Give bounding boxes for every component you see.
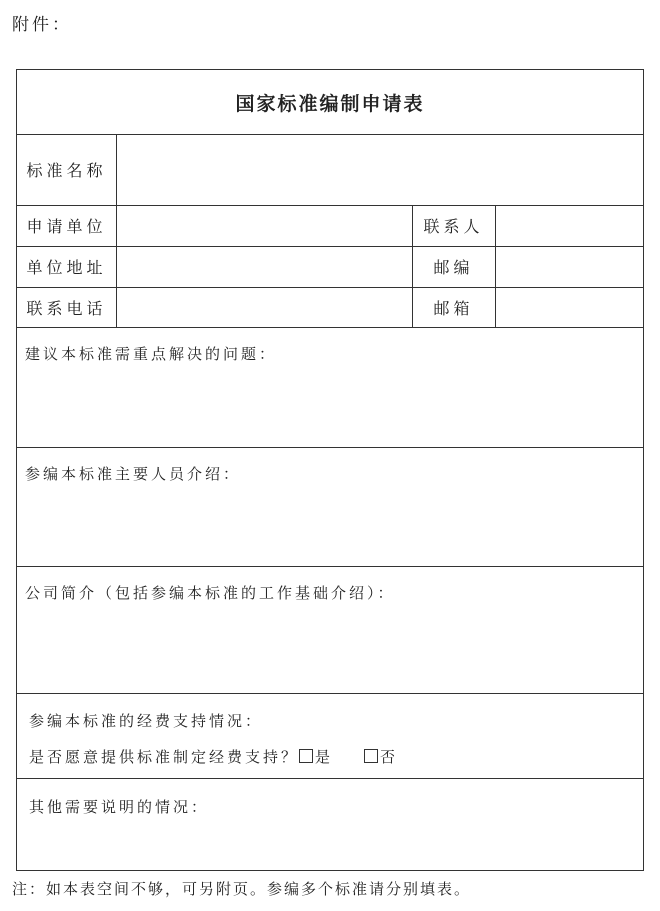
funding-question-row xyxy=(29,746,397,767)
personnel-label: 参编本标准主要人员介绍： xyxy=(25,465,242,483)
email-label: 邮箱 xyxy=(433,298,474,318)
problems-field[interactable] xyxy=(17,370,643,446)
company-label: 公司简介（包括参编本标准的工作基础介绍）： xyxy=(25,584,396,602)
email-field[interactable] xyxy=(495,287,643,327)
divider xyxy=(17,447,643,448)
checkbox-yes[interactable] xyxy=(299,749,313,763)
contact-person-field[interactable] xyxy=(495,205,643,246)
phone-label: 联系电话 xyxy=(26,298,107,318)
company-field[interactable] xyxy=(17,610,643,692)
footer-note: 注：如本表空间不够，可另附页。参编多个标准请分别填表。 xyxy=(12,880,472,898)
option-yes-label: 是 xyxy=(315,748,333,766)
application-form xyxy=(16,69,644,871)
applicant-field[interactable] xyxy=(116,205,412,246)
address-label: 单位地址 xyxy=(26,258,107,277)
divider xyxy=(17,327,643,328)
address-field[interactable] xyxy=(116,246,412,287)
personnel-field[interactable] xyxy=(17,490,643,565)
other-label: 其他需要说明的情况： xyxy=(29,798,210,816)
divider xyxy=(17,566,643,567)
contact-person-label: 联系人 xyxy=(423,217,484,236)
standard-name-label: 标准名称 xyxy=(26,161,107,180)
attachment-label: 附件： xyxy=(12,15,72,35)
postcode-label: 邮编 xyxy=(433,258,474,277)
funding-label: 参编本标准的经费支持情况： xyxy=(29,712,264,730)
divider xyxy=(17,778,643,779)
standard-name-field[interactable] xyxy=(116,134,643,205)
phone-field[interactable] xyxy=(116,287,412,327)
option-no-label: 否 xyxy=(380,748,398,766)
postcode-field[interactable] xyxy=(495,246,643,287)
form-title: 国家标准编制申请表 xyxy=(235,92,425,115)
checkbox-no[interactable] xyxy=(364,749,378,763)
funding-question: 是否愿意提供标准制定经费支持？ xyxy=(29,748,300,766)
divider xyxy=(17,693,643,694)
problems-label: 建议本标准需重点解决的问题： xyxy=(25,345,278,363)
applicant-label: 申请单位 xyxy=(26,217,107,236)
other-field[interactable] xyxy=(17,822,643,870)
